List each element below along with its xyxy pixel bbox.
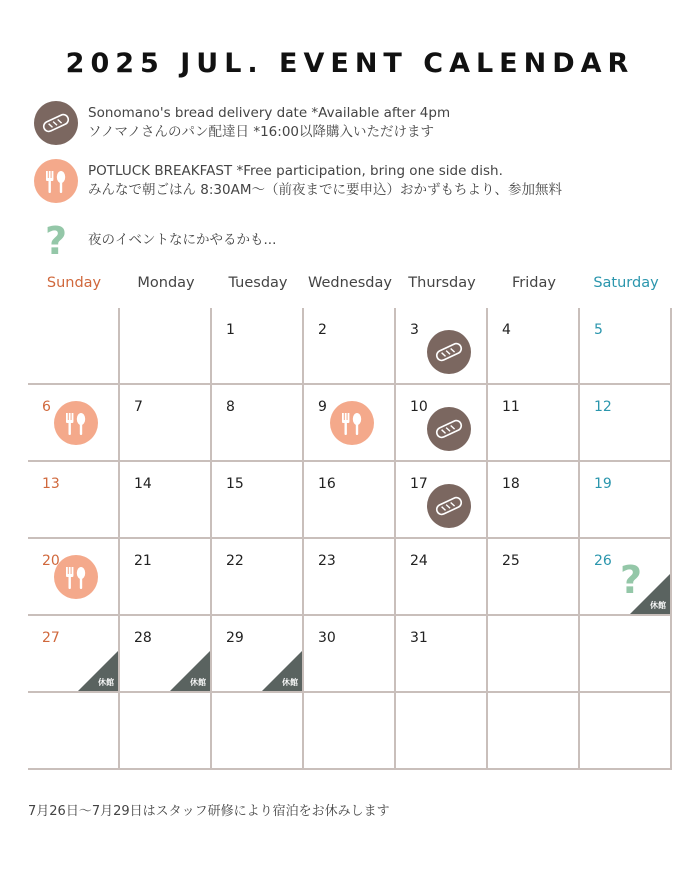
- fork-spoon-icon: [54, 401, 98, 445]
- calendar-day-cell: [396, 539, 488, 616]
- calendar-day-cell: [120, 308, 212, 385]
- calendar-day-cell: [120, 539, 212, 616]
- calendar-day-cell: [488, 539, 580, 616]
- weekday-friday: Friday: [512, 275, 556, 291]
- day-number: 15: [226, 476, 244, 492]
- day-number: 16: [318, 476, 336, 492]
- closed-badge: [630, 574, 670, 614]
- calendar-day-cell: [580, 693, 672, 770]
- bread-icon: [427, 407, 471, 451]
- day-number: 3: [410, 322, 419, 338]
- calendar-day-cell: [212, 462, 304, 539]
- calendar-day-cell: [580, 616, 672, 693]
- calendar-day-cell: [120, 385, 212, 462]
- fork-spoon-icon: [34, 159, 78, 203]
- day-number: 10: [410, 399, 428, 415]
- calendar-day-cell: [120, 462, 212, 539]
- closed-badge: [78, 651, 118, 691]
- day-number: 18: [502, 476, 520, 492]
- legend-potluck: [34, 159, 562, 203]
- calendar-day-cell: [580, 385, 672, 462]
- calendar-day-cell: [304, 539, 396, 616]
- legend-bread: [34, 101, 450, 145]
- footer-note: 7月26日〜7月29日はスタッフ研修により宿泊をお休みします: [28, 804, 390, 819]
- fork-spoon-icon: [54, 555, 98, 599]
- closed-label: 休館: [190, 678, 206, 687]
- calendar-day-cell: [28, 385, 120, 462]
- calendar-day-cell: [120, 616, 212, 693]
- calendar-day-cell: [304, 616, 396, 693]
- calendar-day-cell: [212, 693, 304, 770]
- day-number: 11: [502, 399, 520, 415]
- legend-potluck-en: POTLUCK BREAKFAST *Free participation, bring one side dish.: [88, 163, 503, 179]
- weekday-monday: Monday: [137, 275, 195, 291]
- calendar-day-cell: [304, 462, 396, 539]
- question-icon: [34, 218, 78, 262]
- day-number: 13: [42, 476, 60, 492]
- day-number: 25: [502, 553, 520, 569]
- day-number: 12: [594, 399, 612, 415]
- day-number: 26: [594, 553, 612, 569]
- legend-night-ja: 夜のイベントなにかやるかも...: [88, 231, 277, 248]
- calendar-day-cell: [28, 462, 120, 539]
- svg-text:?: ?: [619, 558, 643, 599]
- weekday-wednesday: Wednesday: [308, 275, 392, 291]
- calendar-day-cell: [212, 308, 304, 385]
- weekday-sunday: Sunday: [46, 275, 102, 291]
- calendar-day-cell: [28, 616, 120, 693]
- day-number: 1: [226, 322, 235, 338]
- day-number: 14: [134, 476, 152, 492]
- calendar-day-cell: [304, 693, 396, 770]
- legend-night: [34, 218, 276, 262]
- calendar-day-cell: [488, 308, 580, 385]
- closed-label: 休館: [282, 678, 298, 687]
- calendar-day-cell: [28, 308, 120, 385]
- calendar-day-cell: [580, 308, 672, 385]
- page-title: 2025 JUL. EVENT CALENDAR: [65, 48, 635, 79]
- calendar-day-cell: [580, 539, 672, 616]
- closed-label: 休館: [98, 678, 114, 687]
- calendar-day-cell: [120, 693, 212, 770]
- weekday-saturday: Saturday: [593, 275, 659, 291]
- day-number: 21: [134, 553, 152, 569]
- day-number: 17: [410, 476, 428, 492]
- calendar-day-cell: [28, 539, 120, 616]
- day-number: 22: [226, 553, 244, 569]
- weekday-tuesday: Tuesday: [228, 275, 288, 291]
- calendar-day-cell: [212, 385, 304, 462]
- calendar-day-cell: [396, 616, 488, 693]
- day-number: 29: [226, 630, 244, 646]
- calendar-day-cell: [396, 308, 488, 385]
- calendar-day-cell: [488, 385, 580, 462]
- calendar-day-cell: [580, 462, 672, 539]
- day-number: 28: [134, 630, 152, 646]
- day-number: 24: [410, 553, 428, 569]
- day-number: 2: [318, 322, 327, 338]
- fork-spoon-icon: [330, 401, 374, 445]
- svg-text:?: ?: [44, 219, 68, 262]
- calendar-day-cell: [304, 385, 396, 462]
- calendar-day-cell: [396, 385, 488, 462]
- calendar-day-cell: [212, 616, 304, 693]
- calendar-day-cell: [488, 462, 580, 539]
- day-number: 8: [226, 399, 235, 415]
- legend-bread-en: Sonomano's bread delivery date *Available after 4pm: [88, 105, 451, 121]
- day-number: 19: [594, 476, 612, 492]
- calendar-day-cell: [28, 693, 120, 770]
- calendar-day-cell: [304, 308, 396, 385]
- day-number: 20: [42, 553, 60, 569]
- closed-badge: [262, 651, 302, 691]
- calendar-day-cell: [396, 462, 488, 539]
- closed-label: 休館: [650, 601, 666, 610]
- legend-bread-ja: ソノマノさんのパン配達日 *16:00以降購入いただけます: [88, 124, 435, 140]
- weekday-thursday: Thursday: [408, 275, 476, 291]
- bread-icon: [427, 330, 471, 374]
- bread-icon: [427, 484, 471, 528]
- legend-potluck-ja: みんなで朝ごはん 8:30AM〜（前夜までに要申込）おかずもちより、参加無料: [88, 182, 562, 198]
- day-number: 7: [134, 399, 143, 415]
- day-number: 27: [42, 630, 60, 646]
- day-number: 4: [502, 322, 511, 338]
- calendar-day-cell: [212, 539, 304, 616]
- closed-badge: [170, 651, 210, 691]
- bread-icon: [34, 101, 78, 145]
- calendar-day-cell: [396, 693, 488, 770]
- calendar-grid: [28, 308, 672, 770]
- day-number: 9: [318, 399, 327, 415]
- day-number: 5: [594, 322, 603, 338]
- calendar-day-cell: [488, 616, 580, 693]
- day-number: 23: [318, 553, 336, 569]
- day-number: 30: [318, 630, 336, 646]
- day-number: 6: [42, 399, 51, 415]
- calendar-day-cell: [488, 693, 580, 770]
- day-number: 31: [410, 630, 428, 646]
